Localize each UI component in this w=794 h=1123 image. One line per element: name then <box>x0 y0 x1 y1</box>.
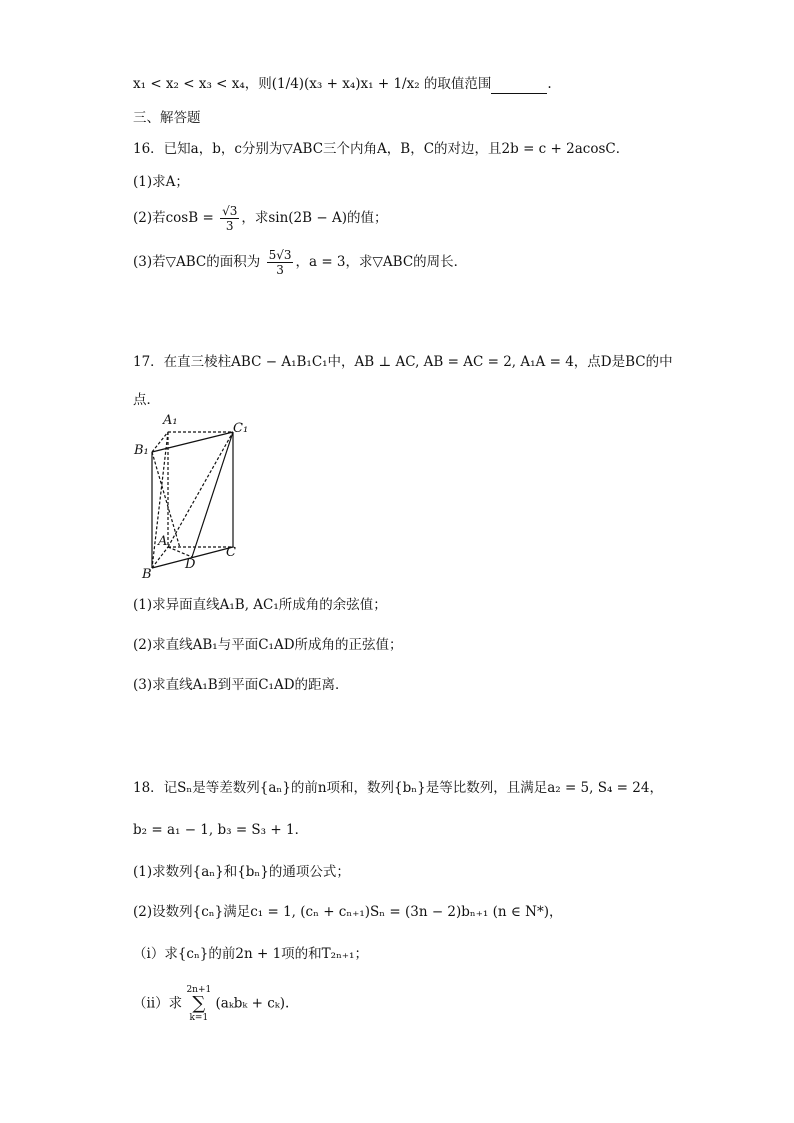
fraction <box>267 248 294 277</box>
sigma-icon: ∑ <box>192 993 206 1014</box>
sum-upper: 2n+1 <box>186 985 212 995</box>
q15-continuation <box>133 74 552 94</box>
sum-lower: k=1 <box>189 1013 209 1023</box>
section-heading: 三、解答题 <box>133 110 201 126</box>
question-16-part-1: (1)求A； <box>133 174 189 190</box>
summation <box>186 985 211 1023</box>
question-17-part-2: (2)求直线AB₁与平面C₁AD所成角的正弦值； <box>133 637 403 653</box>
question-17-part-3: (3)求直线A₁B到平面C₁AD的距离． <box>133 677 349 693</box>
label-D: D <box>185 557 196 572</box>
question-18-part-2: (2)设数列{cₙ}满足c₁ = 1, (cₙ + cₙ₊₁)Sₙ = (3n − 2)bₙ₊₁ (n ∈ N*)， <box>133 904 563 920</box>
fraction <box>220 204 239 233</box>
q16-2-post: ，求sin(2B − A)的值； <box>241 210 388 226</box>
q16-3-post: ，a = 3，求▽ABC的周长． <box>295 254 468 270</box>
label-B: B <box>142 567 152 580</box>
label-C1: C₁ <box>233 421 249 436</box>
question-16-part-2 <box>133 204 387 233</box>
denominator: 3 <box>276 263 284 277</box>
prism-figure <box>130 410 250 580</box>
q16-3-pre: (3)若▽ABC的面积为 <box>133 254 261 270</box>
question-16: 16．已知a，b，c分别为▽ABC三个内角A，B，C的对边，且2b = c + 2acosC． <box>133 141 630 157</box>
question-18-part-1: (1)求数列{aₙ}和{bₙ}的通项公式； <box>133 864 350 880</box>
question-16-part-3 <box>133 248 467 277</box>
q15-text: x₁ < x₂ < x₃ < x₄，则(1/4)(x₃ + x₄)x₁ + 1/x₂ 的取值范围 <box>133 76 492 92</box>
answer-blank[interactable] <box>491 79 547 94</box>
q18-2ii-post: (aₖbₖ + cₖ). <box>215 995 290 1012</box>
question-17-continuation: 点． <box>133 392 160 408</box>
q15-period: . <box>547 76 552 92</box>
question-18-continuation: b₂ = a₁ − 1, b₃ = S₃ + 1． <box>133 822 309 838</box>
question-18-part-2-i: （ⅰ）求{cₙ}的前2n + 1项的和T₂ₙ₊₁； <box>133 946 368 962</box>
denominator: 3 <box>225 219 234 233</box>
question-18-part-2-ii <box>133 985 289 1023</box>
question-17: 17．在直三棱柱ABC − A₁B₁C₁中，AB ⊥ AC, AB = AC = 2, A₁A = 4，点D是BC的中 <box>133 354 673 370</box>
label-B1: B₁ <box>134 443 149 458</box>
numerator: 5√3 <box>268 248 292 262</box>
numerator: √3 <box>222 204 238 218</box>
q18-2ii-pre: （ⅱ）求 <box>133 995 183 1012</box>
question-18: 18．记Sₙ是等差数列{aₙ}的前n项和，数列{bₙ}是等比数列，且满足a₂ = 5, S₄ = 24， <box>133 780 663 796</box>
q16-2-pre: (2)若cosB = <box>133 210 214 226</box>
label-A1: A₁ <box>163 413 178 428</box>
label-A: A <box>158 534 168 549</box>
question-17-part-1: (1)求异面直线A₁B, AC₁所成角的余弦值； <box>133 597 387 613</box>
label-C: C <box>226 545 236 560</box>
